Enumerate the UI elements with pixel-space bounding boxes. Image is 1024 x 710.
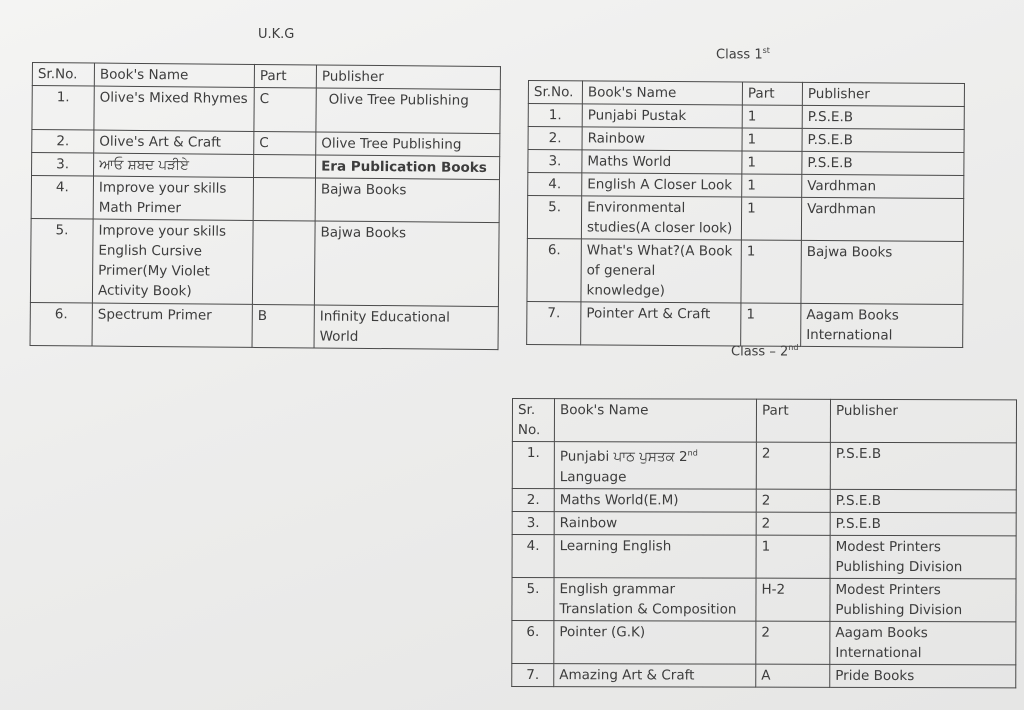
cell-part: A bbox=[756, 664, 830, 687]
cell-sr: 5. bbox=[30, 218, 93, 303]
table-row bbox=[527, 301, 963, 347]
cell-publisher: P.S.E.B bbox=[830, 512, 1016, 535]
cell-sr: 3. bbox=[32, 153, 94, 177]
cell-name: Improve your skills English Cursive Primer(My Violet Activity Book) bbox=[92, 219, 253, 304]
table-header-row bbox=[512, 399, 1016, 443]
cell-part: 1 bbox=[742, 174, 802, 197]
cell-name: Environmental studies(A closer look) bbox=[581, 196, 741, 240]
cell-publisher: Bajwa Books bbox=[801, 240, 963, 304]
cell-name-tail: Language bbox=[559, 468, 627, 485]
cell-publisher: P.S.E.B bbox=[802, 151, 964, 175]
table-row bbox=[512, 488, 1016, 512]
table-row bbox=[512, 663, 1016, 687]
cell-name: Amazing Art & Craft bbox=[554, 663, 756, 687]
class1-heading-text: Class 1 bbox=[716, 47, 763, 63]
class2-heading-text: Class – 2 bbox=[731, 344, 789, 360]
cell-name: Olive's Art & Craft bbox=[94, 130, 254, 154]
table-row bbox=[528, 104, 964, 130]
cell-name: Improve your skills Math Primer bbox=[93, 176, 253, 220]
header-part: Part bbox=[756, 399, 830, 442]
header-name: Book's Name bbox=[554, 399, 756, 443]
cell-name-text: Punjabi ਪਾਠ ਪੁਸਤਕ 2 bbox=[559, 448, 688, 465]
header-sr: Sr.No. bbox=[528, 81, 582, 104]
table-row bbox=[512, 442, 1016, 490]
cell-part: 1 bbox=[741, 240, 801, 303]
cell-part: 2 bbox=[756, 512, 830, 535]
cell-name: Pointer Art & Craft bbox=[581, 302, 741, 346]
cell-sr: 1. bbox=[512, 442, 554, 489]
header-publisher: Publisher bbox=[830, 399, 1016, 442]
cell-sr: 5. bbox=[527, 196, 581, 239]
cell-sr: 2. bbox=[512, 488, 554, 511]
cell-sr: 5. bbox=[512, 577, 554, 620]
cell-name: Rainbow bbox=[554, 511, 756, 535]
class1-table bbox=[526, 80, 965, 348]
class2-heading-sup: nd bbox=[788, 343, 799, 352]
ukg-heading: U.K.G bbox=[258, 27, 295, 42]
cell-name: Punjabi Pustak bbox=[582, 104, 742, 128]
cell-sr: 6. bbox=[30, 302, 92, 346]
header-sr: Sr. No. bbox=[512, 399, 554, 442]
cell-name: Spectrum Primer bbox=[92, 303, 252, 347]
cell-name: Rainbow bbox=[582, 127, 742, 151]
cell-name: English grammar Translation & Composition bbox=[554, 577, 756, 621]
cell-name: Olive's Mixed Rhymes bbox=[94, 86, 254, 131]
table-row bbox=[31, 176, 499, 223]
table-row bbox=[512, 620, 1016, 664]
cell-publisher: Infinity Educational World bbox=[314, 305, 498, 350]
cell-publisher: P.S.E.B bbox=[802, 105, 964, 129]
cell-part: B bbox=[252, 304, 314, 348]
cell-publisher: Pride Books bbox=[830, 664, 1016, 687]
class2-table bbox=[511, 398, 1017, 688]
table-row bbox=[32, 86, 500, 134]
cell-sr: 4. bbox=[528, 173, 582, 196]
cell-name: What's What?(A Book of general knowledge) bbox=[581, 239, 741, 303]
header-part: Part bbox=[254, 64, 316, 88]
table-header-row bbox=[528, 81, 964, 107]
cell-name: English A Closer Look bbox=[582, 173, 742, 197]
cell-publisher: Bajwa Books bbox=[314, 221, 499, 307]
cell-sr: 1. bbox=[32, 86, 94, 131]
header-publisher: Publisher bbox=[316, 65, 500, 90]
table-row bbox=[528, 150, 964, 176]
header-sr: Sr.No. bbox=[32, 63, 94, 87]
cell-publisher: Modest Printers Publishing Division bbox=[830, 578, 1016, 621]
table-row bbox=[30, 302, 498, 349]
cell-name: Maths World bbox=[582, 150, 742, 174]
cell-part bbox=[254, 154, 316, 178]
cell-sr: 2. bbox=[32, 130, 94, 154]
class1-heading-sup: st bbox=[762, 46, 770, 55]
table-row bbox=[512, 577, 1016, 621]
table-row bbox=[528, 127, 964, 153]
header-name: Book's Name bbox=[94, 63, 254, 87]
cell-publisher: Bajwa Books bbox=[315, 178, 499, 223]
header-part: Part bbox=[742, 82, 802, 105]
cell-sr: 1. bbox=[528, 104, 582, 127]
cell-name: Learning English bbox=[554, 534, 756, 578]
cell-part: 1 bbox=[756, 535, 830, 578]
cell-publisher: P.S.E.B bbox=[830, 489, 1016, 512]
cell-part: C bbox=[254, 87, 316, 132]
table-row bbox=[30, 218, 499, 306]
cell-sr: 7. bbox=[512, 663, 554, 686]
cell-part: 1 bbox=[741, 303, 801, 346]
table-row bbox=[528, 173, 964, 199]
ukg-table bbox=[30, 62, 501, 350]
cell-publisher: P.S.E.B bbox=[830, 442, 1016, 489]
cell-publisher: Era Publication Books bbox=[315, 155, 499, 180]
cell-part: 1 bbox=[742, 151, 802, 174]
table-row bbox=[527, 196, 963, 242]
cell-part: 1 bbox=[741, 197, 801, 240]
class1-heading bbox=[716, 46, 770, 62]
cell-sr: 4. bbox=[512, 534, 554, 577]
table-row bbox=[527, 238, 963, 304]
cell-part: 1 bbox=[742, 105, 802, 128]
cell-publisher: Aagam Books International bbox=[830, 621, 1016, 664]
cell-publisher: Vardhman bbox=[802, 174, 964, 198]
cell-part: 2 bbox=[756, 621, 830, 664]
cell-sr: 6. bbox=[527, 238, 581, 301]
table-row bbox=[512, 534, 1016, 578]
cell-sr: 6. bbox=[512, 620, 554, 663]
cell-publisher: Olive Tree Publishing bbox=[316, 88, 500, 134]
cell-part bbox=[253, 177, 315, 221]
cell-part bbox=[252, 220, 315, 305]
cell-publisher: Olive Tree Publishing bbox=[316, 132, 500, 157]
cell-name: Maths World(E.M) bbox=[554, 488, 756, 512]
cell-sr: 4. bbox=[31, 176, 93, 220]
cell-name: Pointer (G.K) bbox=[554, 620, 756, 664]
cell-publisher: P.S.E.B bbox=[802, 128, 964, 152]
table-row bbox=[512, 511, 1016, 535]
cell-publisher: Aagam Books International bbox=[801, 303, 963, 347]
cell-part: C bbox=[254, 131, 316, 155]
cell-publisher: Vardhman bbox=[801, 197, 963, 241]
cell-sr: 3. bbox=[512, 511, 554, 534]
cell-part: H-2 bbox=[756, 578, 830, 621]
cell-part: 2 bbox=[756, 489, 830, 512]
header-publisher: Publisher bbox=[802, 82, 964, 106]
cell-part: 1 bbox=[742, 128, 802, 151]
cell-name-sup: nd bbox=[687, 448, 698, 458]
cell-name bbox=[554, 442, 756, 489]
cell-sr: 7. bbox=[527, 301, 581, 344]
cell-sr: 2. bbox=[528, 127, 582, 150]
cell-name: ਆਓ ਸ਼ਬਦ ਪੜੀਏ bbox=[94, 153, 254, 177]
header-name: Book's Name bbox=[582, 81, 742, 105]
cell-publisher: Modest Printers Publishing Division bbox=[830, 535, 1016, 578]
cell-part: 2 bbox=[756, 442, 830, 489]
cell-sr: 3. bbox=[528, 150, 582, 173]
